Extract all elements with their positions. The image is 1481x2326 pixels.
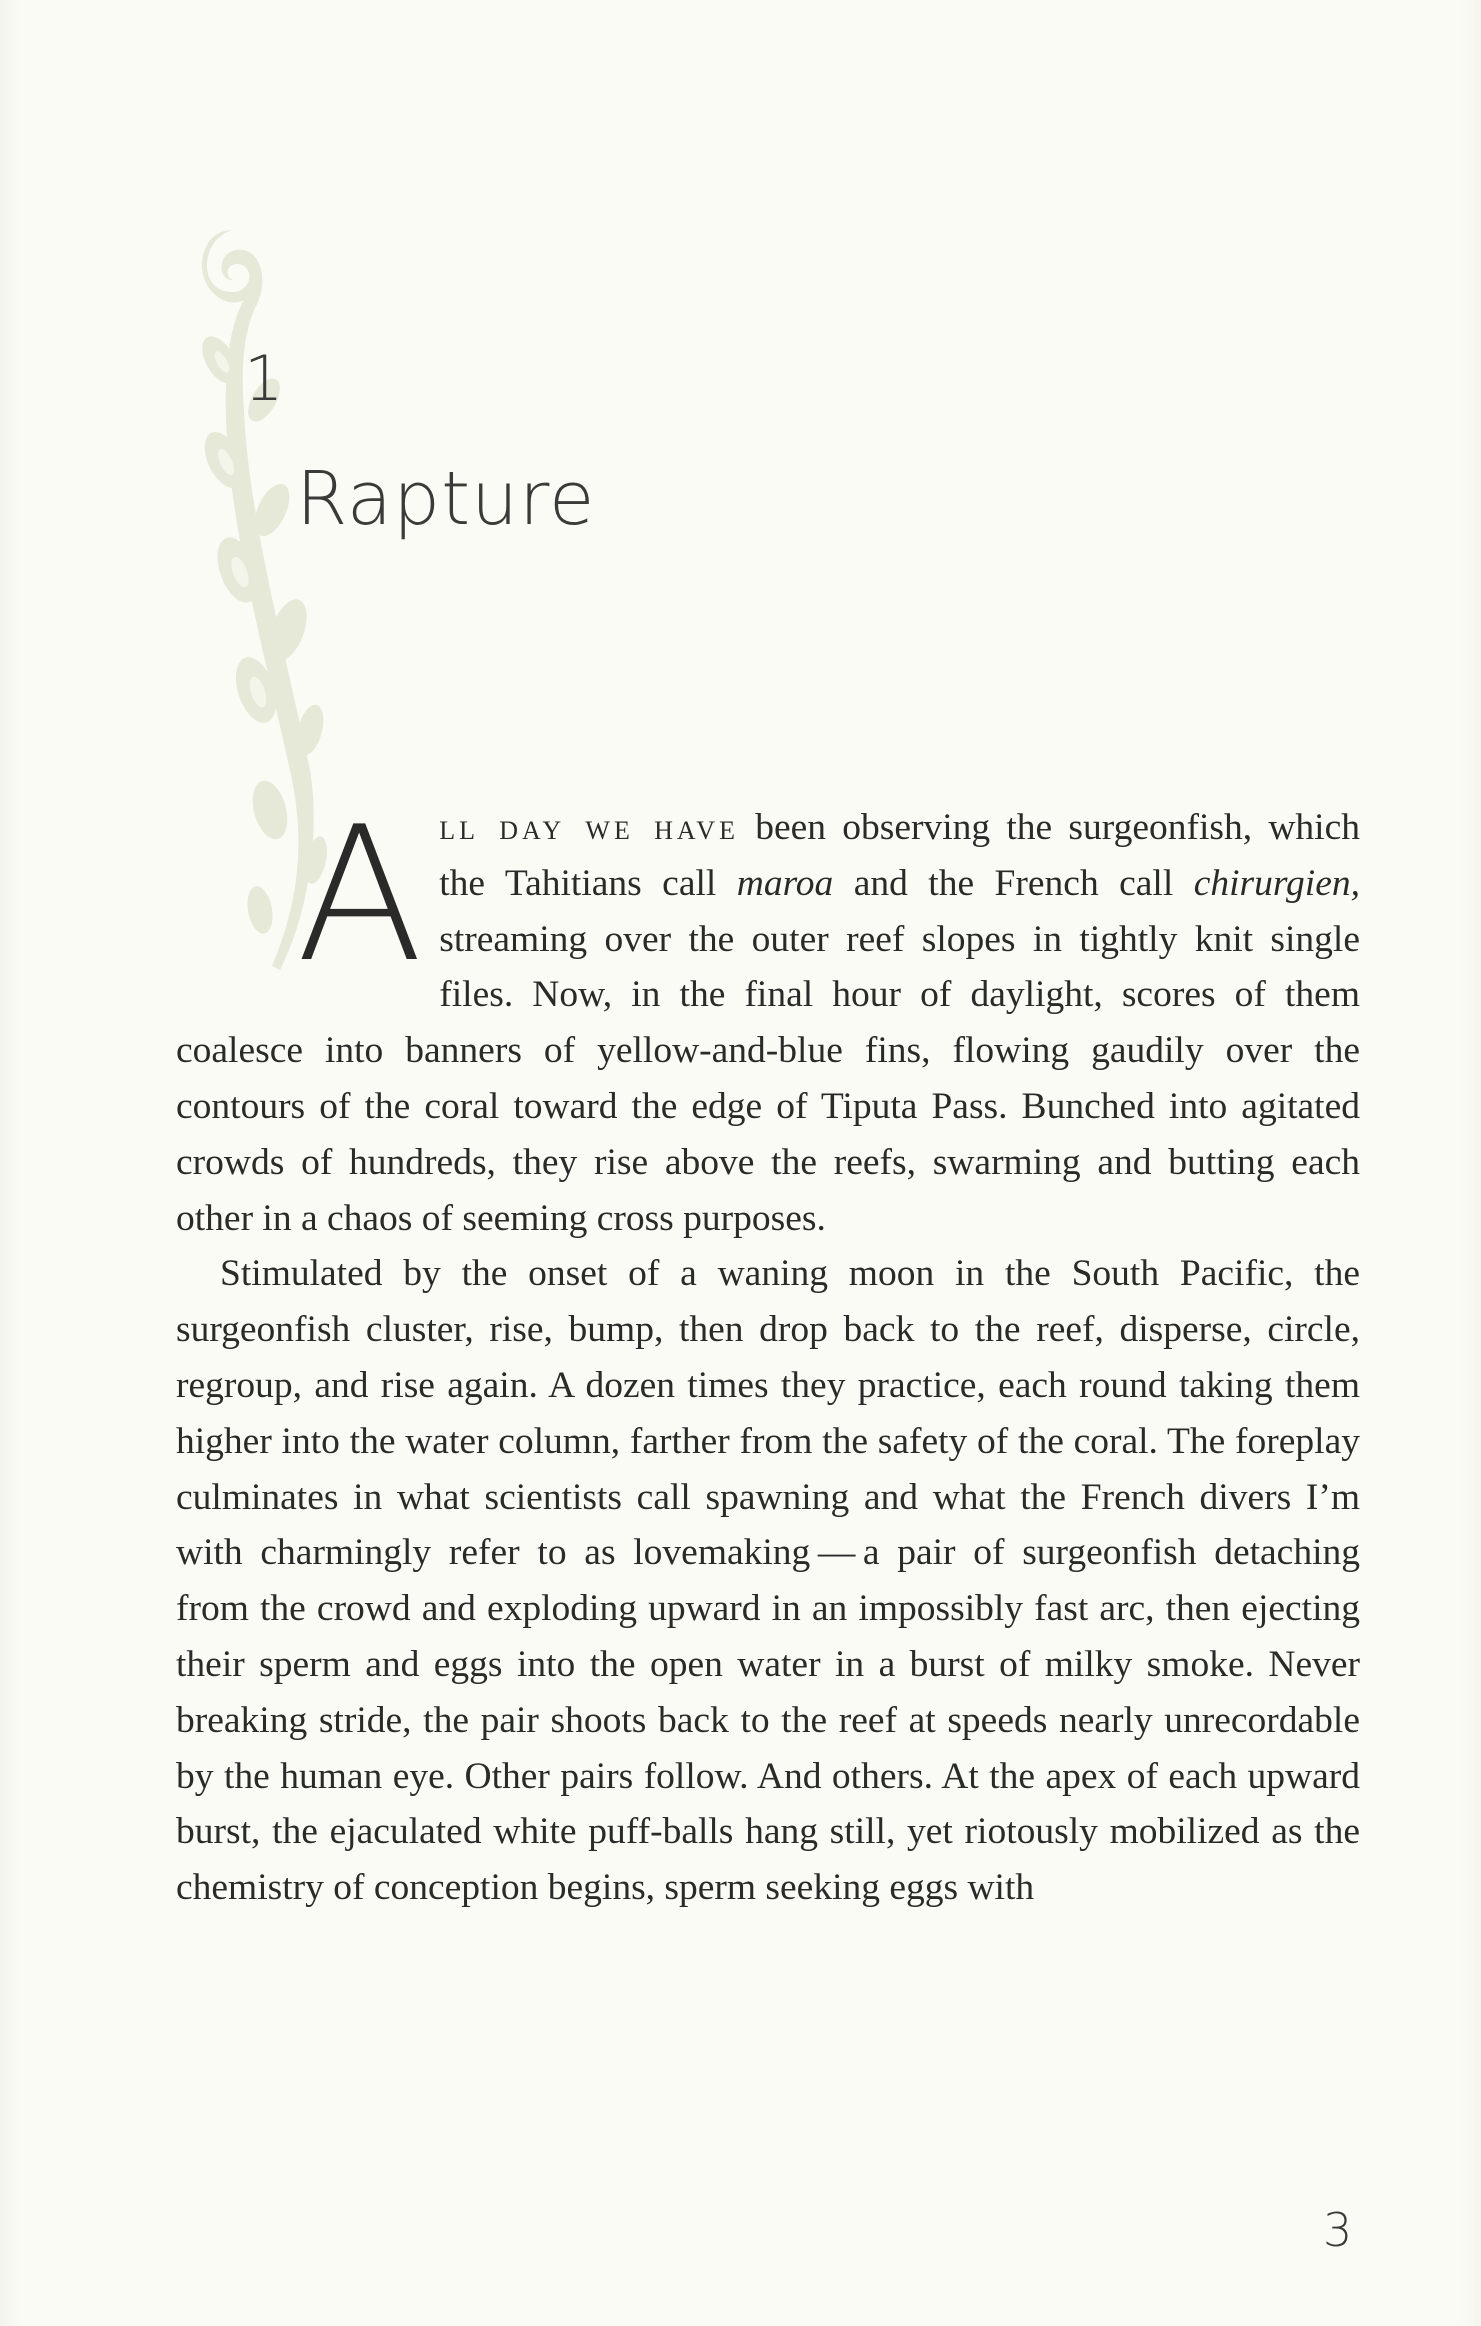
page-number: 3 <box>1323 2203 1353 2257</box>
drop-cap: A <box>296 786 424 1003</box>
italic-maroa: maroa <box>736 862 834 904</box>
paragraph-1-text-b: and the French call <box>833 862 1194 904</box>
paragraph-1 <box>176 786 1360 1246</box>
paragraph-2: Stimulated by the onset of a waning moon in the South Pacific, the surgeonfish cluster, rise, bump, then drop back to the reef, disperse, circle, regroup, and rise again. A dozen times they practice, each round taking them higher into the water column, farther from the safety of the coral. The foreplay culminates in what scientists call spawning and what the French divers I’m with charmingly refer to as lovemaking — a pair of surgeonfish detaching from the crowd and exploding upward in an impossibly fast arc, then ejecting their sperm and eggs into the open water in a burst of milky smoke. Never breaking stride, the pair shoots back to the reef at speeds nearly unrecordable by the human eye. Other pairs follow. And others. At the apex of each upward burst, the ejaculated white puff-balls hang still, yet riotously mobilized as the chemistry of conception begins, sperm seeking eggs with <box>176 1253 1360 1909</box>
paragraph-1-text-a: been observing the surgeonfish, which the Tahitians call <box>439 807 1360 904</box>
chapter-number: 1 <box>244 342 284 415</box>
paragraph-1-text-c: streaming over the outer reef slopes in tightly knit single files. Now, in the final hour of daylight, scores of them coalesce into banners of yellow-and-blue fins, flowing gaudily over the contours of the coral toward the edge of Tiputa Pass. Bunched into agitated crowds of hundreds, they rise above the reefs, swarming and butting each other in a chaos of seeming cross purposes. <box>176 918 1360 1239</box>
chapter-body <box>176 786 1360 1916</box>
italic-chirurgien: chirurgien, <box>1193 862 1360 904</box>
lead-in-small-caps: ll day we have <box>439 807 739 848</box>
chapter-title: Rapture <box>296 456 596 542</box>
